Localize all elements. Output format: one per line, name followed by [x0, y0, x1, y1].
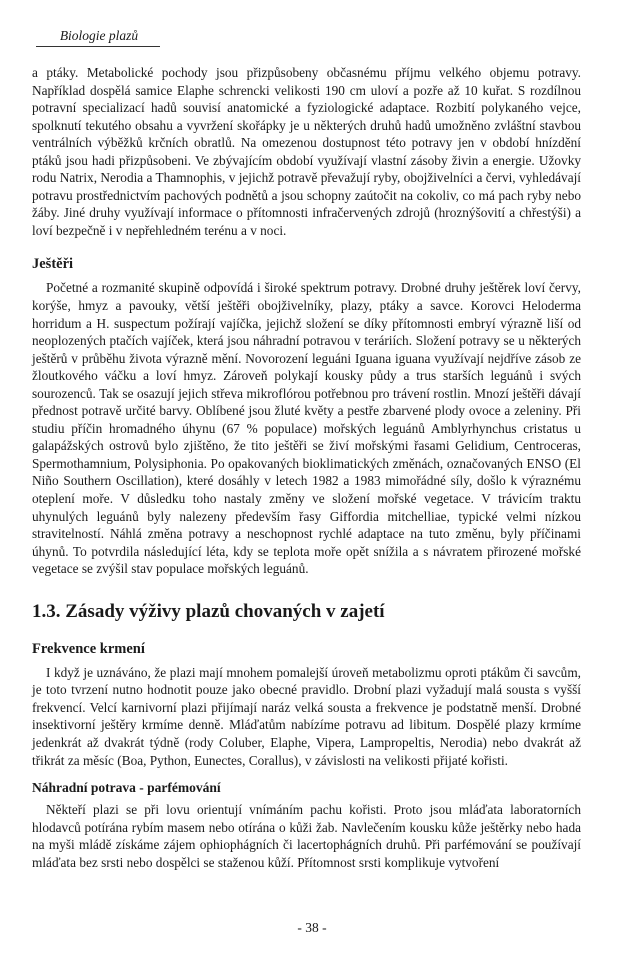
feeding-frequency-heading: Frekvence krmení: [32, 640, 145, 657]
substitute-food-heading: Náhradní potrava - parfémování: [32, 780, 221, 796]
page-content: [32, 64, 581, 871]
substitute-food-paragraph: Někteří plazi se při lovu orientují vnímáním pachu kořisti. Proto jsou mláďata laboratorních hlodavců potírána rybím masem nebo otírána o kůži žab. Navlečením kousku kůže ještěrky nebo hada na myši mládě získáme zájem ophiophágních či lacertophágních druhů. Při parfémování se používají mláďata bez srsti nebo dospělci se staženou kůží. Přítomnost srsti komplikuje vytvoření: [32, 802, 581, 870]
page-number: - 38 -: [297, 920, 327, 935]
lizards-heading: Ještěři: [32, 256, 74, 273]
header-rule: [36, 46, 160, 47]
section-heading: 1.3. Zásady výživy plazů chovaných v zajetí: [32, 600, 385, 622]
running-title: Biologie plazů: [59, 28, 139, 43]
intro-paragraph: a ptáky. Metabolické pochody jsou přizpůsobeny občasnému příjmu velkého objemu potravy. Například dospělá samice Elaphe schrencki velikosti 190 cm uloví a pozře až 10 kuřat. S rozdílnou potravní specializací hadů souvisí anatomické a fyziologické adaptace. Rozbití polykaného vejce, spolknutí tekutého obsahu a vyvržení skořápky je u některých druhů hadů umožněno zvláštní stavbou ventrálních výběžků krčních obratlů. Na omezenou dostupnost této potravy jen v období hnízdění ptáků jsou hadi přizpůsobeni. Ve zbývajícím období využívají vlastní zásoby živin a energie. Užovky rodu Natrix, Nerodia a Thamnophis, v jejichž potravě převažují ryby, obojživelníci a červi, vyhledávají potravu prostřednictvím pachových podnětů a jsou schopny zaútočit na cokoliv, co má pach ryby nebo žáby. Jiné druhy využívají informace o přítomnosti infračervených zdrojů (hroznýšovití a chřestýši) a loví bezpečně i v nepřehledném terénu a v noci.: [32, 65, 581, 238]
feeding-frequency-paragraph: I když je uznáváno, že plazi mají mnohem pomalejší úroveň metabolizmu oproti ptákům či savcům, je toto tvrzení nutno hodnotit pouze jako obecné pravidlo. Drobní plazi vyžadují malá sousta s vyšší frekvencí. Velcí karnivorní plazi přijímají naráz velká sousta a frekvence je podstatně menší. Drobné insektivorní ještěry krmíme denně. Mláďatům nabízíme potravu ad libitum. Dospělé plazy krmíme jedenkrát až dvakrát týdně (rody Coluber, Elaphe, Vipera, Lampropeltis, Nerodia) nebo dvakrát až třikrát za měsíc (Boa, Python, Eunectes, Corallus), v závislosti na velikosti přijaté kořisti.: [32, 664, 581, 768]
lizards-paragraph: Početné a rozmanité skupině odpovídá i široké spektrum potravy. Drobné druhy ještěrek loví červy, korýše, hmyz a pavouky, větší ještěři obojživelníky, plazy, ptáky a savce. Korovci Heloderma horridum a H. suspectum požírají vajíčka, jejichž složení se díky přítomnosti embryí výrazně liší od neoplozených ptačích vajíček, která jsou náhradní potravou v teráriích. Složení potravy se u některých ještěrů v průběhu života výrazně mění. Novorození leguáni Iguana iguana využívají nejdříve zásob ze žloutkového váčku a loví hmyz. Zároveň polykají kousky půdy a trus starších leguánů i svých sourozenců. Tak se osazují jejich střeva mikroflórou potřebnou pro trávení rostlin. Mnozí ještěři dávají přednost potravě určité barvy. Oblíbené jsou žluté květy a pestře zbarvené plody ovoce a zeleniny. Při studiu příčin hromadného úhynu (67 % populace) mořských leguánů Amblyrhynchus cristatus u galapážských ostrovů bylo zjištěno, že tito ještěři se živí mořskými řasami Gelidium, Centroceras, Spermothamnium, Polysiphonia. Po opakovaných bioklimatických změnách, označovaných ENSO (El Niño Southern Oscillation), které dosáhly v letech 1982 a 1983 mimořádné síly, došlo k výraznému oteplení moře. V důsledku toho nastaly změny ve složení mořské vegetace. V trávicím traktu uhynulých leguánů byly nalezeny především řasy Giffordia mitchelliae, typické velmi nízkou stravitelností. Náhlá změna potravy a neschopnost rychlé adaptace na tuto změnu, byly příčinami úhynů. To potvrdila následující léta, kdy se teplota moře opět snížila a s návratem přirozené mořské vegetace se zvýšil stav populace mořských leguánů.: [32, 280, 581, 577]
